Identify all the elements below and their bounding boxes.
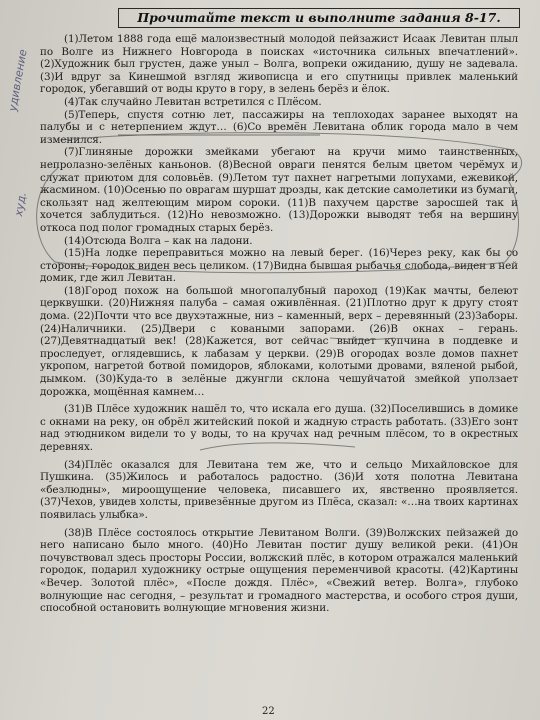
paragraph-10: (38)В Плёсе состоялось открытие Левитаном Волги. (39)Волжских пейзажей до него написано было много. (40)Но Левитан постиг душу великой реки. (41)Он почувствовал здесь просторы России, волжский плёс, в котором отражался маленький городок, подарил художнику острые ощущения переменчивой красоты. (42)Картины «Вечер. Золотой плёс», «После дождя. Плёс», «Свежий ветер. Волга», глубоко волнующие нас сегодня, – результат и громадного мастерства, и особого строя души, способной остановить волнующие мгновения жизни. <box>40 526 518 615</box>
page-number: 22 <box>262 706 275 717</box>
text-body <box>40 33 518 615</box>
task-header: Прочитайте текст и выполните задания 8-17. <box>118 8 520 28</box>
handwritten-margin-note-2: худ. <box>12 191 29 218</box>
paragraph-8: (31)В Плёсе художник нашёл то, что искала его душа. (32)Поселившись в домике с окнами на реку, он обрёл житейский покой и жадную страсть работать. (33)Его зонт над этюдником видели то у воды, то на кручах над речным плёсом, то в окрестных деревнях. <box>40 403 518 453</box>
paragraph-6: (15)На лодке переправиться можно на левый берег. (16)Через реку, как бы со стороны, городок виден весь целиком. (17)Видна бывшая рыбачья слобода, виден в ней домик, где жил Левитан. <box>40 247 518 285</box>
paragraph-2: (4)Так случайно Левитан встретился с Плёсом. <box>64 95 322 108</box>
paragraph-3: (5)Теперь, спустя сотню лет, пассажиры на теплоходах заранее выходят на палубы и с нетерпением ждут… (6)Со времён Левитана облик города мало в чем изменился. <box>40 108 518 146</box>
paragraph-5: (14)Отсюда Волга – как на ладони. <box>64 234 253 247</box>
paragraph-9: (34)Плёс оказался для Левитана тем же, что и сельцо Михайловское для Пушкина. (35)Жилось и работалось радостно. (36)И хотя полотна Левитана «безлюдны», мироощущение человека, писавшего их, явственно проявляется. (37)Чехов, увидев холсты, привезённые другом из Плёса, сказал: «…на твоих картинах появилась улыбка». <box>40 458 518 521</box>
paragraph-4: (7)Глиняные дорожки змейками убегают на кручи мимо таинственных, непролазно-зелёных каньонов. (8)Весной овраги пенятся белым цветом черёмух и служат приютом для соловьёв. (9)Летом тут пахнет нагретыми лопухами, ежевикой, жасмином. (10)Осенью по оврагам шуршат дрозды, как детские самолетики из бумаги, скользят над желтеющим миром сороки. (11)В пахучем царстве заросшей так и хочется заблудиться. (12)Но невозможно. (13)Дорожки выводят тебя на вершину откоса под полог громадных старых берёз. <box>40 146 518 234</box>
paragraph-1: (1)Летом 1888 года ещё малоизвестный молодой пейзажист Исаак Левитан плыл по Волге из Нижнего Новгорода в поисках «источника сильных впечатлений». (2)Художник был грустен, даже уныл – Волга, вопреки ожиданию, душу не задевала. (3)И вдруг за Кинешмой взгляд живописца и его спутницы привлек маленький городок, убегавший от воды круто в гору, в зелень берёз и ёлок. <box>40 33 518 96</box>
paragraph-7: (18)Город похож на большой многопалубный пароход (19)Как мачты, белеют церквушки. (20)Нижняя палуба – самая оживлённая. (21)Плотно друг к другу стоят дома. (22)Почти что все двухэтажные, низ – каменный, верх – деревянный (23)Заборы. (24)Наличники. (25)Двери с коваными запорами. (26)В окнах – герань. (27)Девятнадцатый век! (28)Кажется, вот сейчас выйдет купчина в поддевке и проследует, оглядевшись, к лабазам у церкви. (29)В огородах возле домов пахнет укропом, нагретой ботвой помидоров, яблоками, колотыми дровами, вяленой рыбой, дымком. (30)Куда-то в зелёные джунгли склона чешуйчатой змейкой уползает дорожка, мощённая камнем… <box>40 284 518 398</box>
handwritten-margin-note-1: удивление <box>6 48 30 113</box>
